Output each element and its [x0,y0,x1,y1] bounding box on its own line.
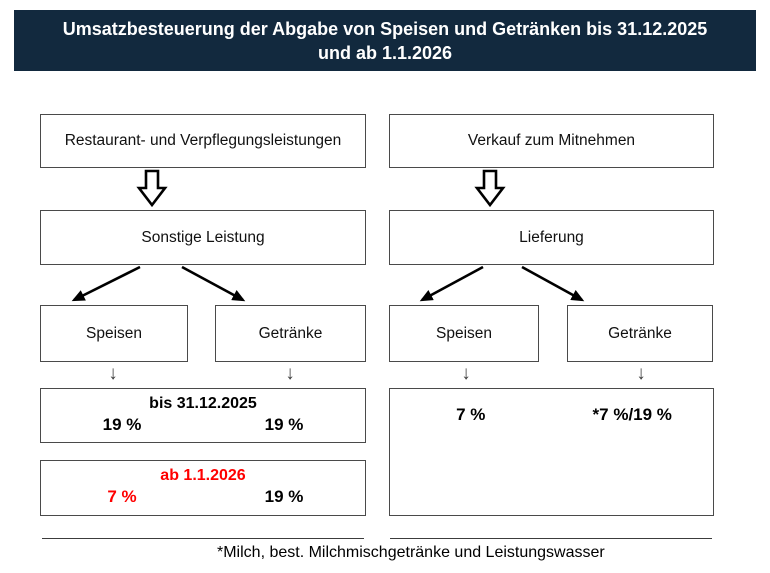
down-arrow-icon: ↓ [636,363,646,384]
result-box-bis-2025 [40,388,366,443]
title-line-2: und ab 1.1.2026 [317,42,453,63]
node-sonstige-leistung: Sonstige Leistung [40,210,366,265]
node-speisen-right: Speisen [389,305,539,362]
split-arrows-left [40,264,366,310]
footer-divider-left [42,538,364,539]
rate-speisen-mitnehmen: 7 % [456,405,486,424]
node-getraenke-left: Getränke [215,305,366,362]
period-label: bis 31.12.2025 [149,395,257,412]
node-restaurant-und-verpflegungsleistungen: Restaurant- und Verpflegungsleistungen [40,114,366,168]
node-getraenke-right: Getränke [567,305,713,362]
down-arrow-icon: ↓ [461,363,471,384]
footer-divider-right [390,538,712,539]
title-banner [14,10,756,71]
rate-getraenke-mitnehmen: *7 %/19 % [592,405,672,424]
node-speisen-left: Speisen [40,305,188,362]
footnote: *Milch, best. Milchmischgetränke und Leistungswasser [217,544,605,561]
split-arrows-right [389,264,714,310]
title-line-1: Umsatzbesteuerung der Abgabe von Speisen und Getränken bis 31.12.2025 [62,18,708,39]
period-label: ab 1.1.2026 [160,467,246,484]
block-down-arrow-icon [472,169,508,207]
result-box-ab-2026 [40,460,366,516]
node-lieferung: Lieferung [389,210,714,265]
rate-speisen-ab-2026: 7 % [107,487,137,506]
down-arrow-icon: ↓ [285,363,295,384]
block-down-arrow-icon [134,169,170,207]
down-arrow-icon: ↓ [108,363,118,384]
rate-getraenke-bis-2025: 19 % [264,415,304,434]
rate-speisen-bis-2025: 19 % [102,415,142,434]
node-verkauf-zum-mitnehmen: Verkauf zum Mitnehmen [389,114,714,168]
result-box-mitnehmen [389,388,714,516]
rate-getraenke-ab-2026: 19 % [264,487,304,506]
